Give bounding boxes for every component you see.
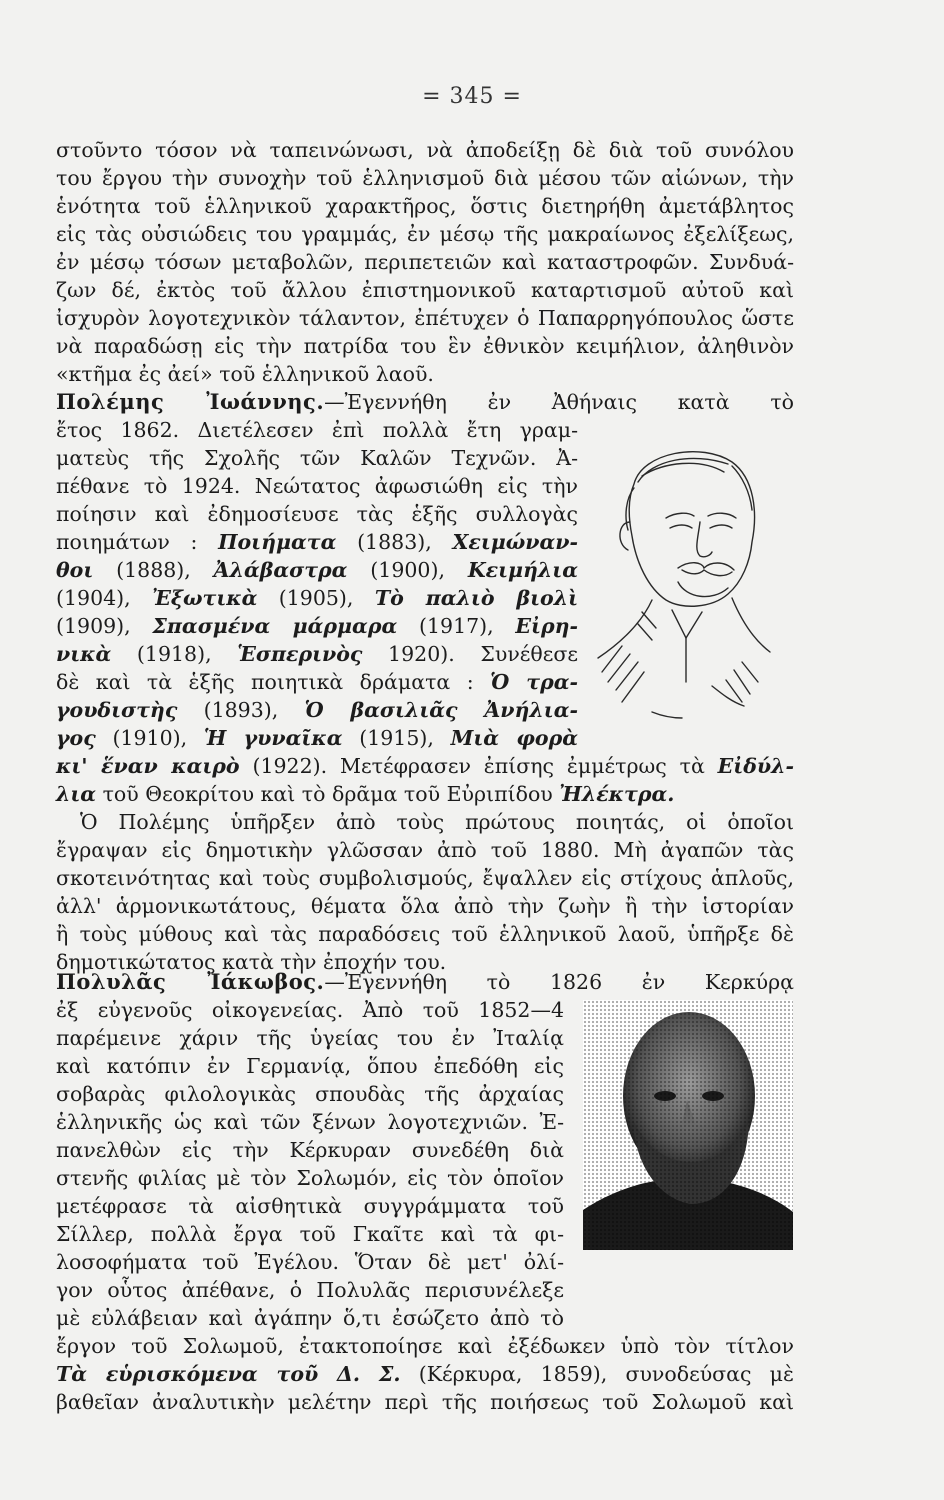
entry-text: —Ἐγεννήθη ἐν Ἀθήναις κατὰ τὸ <box>324 390 795 414</box>
text-line: του ἔργου τὴν συνοχὴν τοῦ ἑλληνισμοῦ διὰ μέσου τῶν αἰώνων, τὴν <box>56 166 794 190</box>
entry-line: ἑλληνικῆς ὡς καὶ τῶν ξένων λογοτεχνιῶν. Ἐ- <box>56 1110 564 1134</box>
entry-line: στενῆς φιλίας μὲ τὸν Σολωμόν, εἰς τὸν ὁποῖον <box>56 1166 564 1190</box>
entry-text: (Κέρκυρα, 1859), συνοδεύσας μὲ <box>400 1362 794 1386</box>
entry-line <box>56 669 578 695</box>
work-title: γουδιστὴς <box>56 698 178 722</box>
entry-line <box>56 641 578 667</box>
entry-line <box>56 1361 794 1387</box>
entry-text: δὲ καὶ τὰ ἑξῆς ποιητικὰ δράματα : <box>56 670 491 694</box>
text-line: στοῦντο τόσον νὰ ταπεινώνωσι, νὰ ἀποδείξῃ δὲ διὰ τοῦ συνόλου <box>56 138 794 162</box>
entry-line: λοσοφήματα τοῦ Ἐγέλου. Ὅταν δὲ μετ' ὀλί- <box>56 1250 564 1274</box>
entry-line: μετέφρασε τὰ αἰσθητικὰ συγγράμματα τοῦ <box>56 1194 564 1218</box>
paragraph-line: ἀλλ' ἁρμονικωτάτους, θέματα ὅλα ἀπὸ τὴν ζωὴν ἢ τὴν ἱστορίαν <box>56 894 794 918</box>
entry-text: —Ἐγεννήθη τὸ 1826 ἐν Κερκύρᾳ <box>324 970 794 994</box>
entry-text: ποιημάτων : <box>56 530 219 554</box>
work-title: Ἑσπερινὸς <box>237 642 363 666</box>
text-line: ἑνότητα τοῦ ἑλληνικοῦ χαρακτῆρος, ὅστις διετηρήθη ἀμετάβλητος <box>56 194 794 218</box>
entry-text: (1888), <box>93 558 214 582</box>
entry-line: ματεὺς τῆς Σχολῆς τῶν Καλῶν Τεχνῶν. Ἀ- <box>56 446 578 470</box>
work-title: Τὰ εὑρισκόμενα τοῦ Δ. Σ. <box>56 1362 401 1386</box>
work-title: Ἐξωτικὰ <box>152 586 258 610</box>
page-number: = 345 = <box>422 84 522 109</box>
entry-line: βαθεῖαν ἀναλυτικὴν μελέτην περὶ τῆς ποιήσεως τοῦ Σολωμοῦ καὶ <box>56 1390 794 1414</box>
paragraph-line: ἢ τοὺς μύθους καὶ τὰς παραδόσεις τοῦ ἑλληνικοῦ λαοῦ, ὑπῆρξε δὲ <box>56 922 794 946</box>
entry-line: πανελθὼν εἰς τὴν Κέρκυραν συνεδέθη διὰ <box>56 1138 564 1162</box>
text-line: ἰσχυρὸν λογοτεχνικὸν τάλαντον, ἐπέτυχεν ὁ Παπαρρηγόπουλος ὥστε <box>56 306 794 330</box>
text-line: νὰ παραδώσῃ εἰς τὴν πατρίδα του ἓν ἐθνικὸν κειμήλιον, ἀληθινὸν <box>56 334 794 358</box>
entry-line: ἔτος 1862. Διετέλεσεν ἐπὶ πολλὰ ἔτη γραμ- <box>56 418 578 442</box>
entry-line: σοβαρὰς φιλολογικὰς σπουδὰς τῆς ἀρχαίας <box>56 1082 564 1106</box>
entry-text: (1893), <box>177 698 305 722</box>
entry-line: παρέμεινε χάριν τῆς ὑγείας του ἐν Ἰταλίᾳ <box>56 1026 564 1050</box>
entry-line: μὲ εὐλάβειαν καὶ ἀγάπην ὅ,τι ἐσώζετο ἀπὸ τὸ <box>56 1306 564 1330</box>
entry-line: ἐξ εὐγενοῦς οἰκογενείας. Ἀπὸ τοῦ 1852—4 <box>56 998 564 1022</box>
paragraph-line: Ὁ Πολέμης ὑπῆρξεν ἀπὸ τοὺς πρώτους ποιητάς, οἱ ὁποῖοι <box>80 810 794 834</box>
entry-line <box>56 585 578 611</box>
entry-line <box>56 753 794 779</box>
work-title: λια <box>56 782 97 806</box>
entry-line: καὶ κατόπιν ἐν Γερμανίᾳ, ὅπου ἐπεδόθη εἰς <box>56 1054 564 1078</box>
entry-text: τοῦ Θεοκρίτου καὶ τὸ δρᾶμα τοῦ Εὐριπίδου <box>96 782 560 806</box>
work-title: γος <box>56 726 96 750</box>
entry-line <box>56 389 794 415</box>
portrait-photo-svg <box>583 1000 793 1250</box>
entry-heading: Πολυλᾶς Ἰάκωβος. <box>56 969 325 994</box>
work-title: Εἰδύλ- <box>717 754 794 778</box>
paragraph-line: ἔγραψαν εἰς δημοτικὴν γλῶσσαν ἀπὸ τοῦ 1880. Μὴ ἀγαπῶν τὰς <box>56 838 794 862</box>
entry-line <box>56 557 578 583</box>
portrait-drawing <box>582 432 774 732</box>
entry-line <box>56 969 794 995</box>
entry-line <box>56 781 794 807</box>
entry-line: ἔργον τοῦ Σολωμοῦ, ἐτακτοποίησε καὶ ἐξέδωκεν ὑπὸ τὸν τίτλον <box>56 1334 794 1358</box>
entry-text: (1917), <box>397 614 516 638</box>
entry-text: (1883), <box>336 530 453 554</box>
entry-line <box>56 529 578 555</box>
entry-text: (1909), <box>56 614 153 638</box>
entry-line: ποίησιν καὶ ἐδημοσίευσε τὰς ἑξῆς συλλογὰς <box>56 502 578 526</box>
work-title: Ἡ γυναῖκα <box>203 726 343 750</box>
work-title: Εἰρη- <box>515 614 578 638</box>
text-line: ζων δέ, ἐκτὸς τοῦ ἄλλου ἐπιστημονικοῦ καταρτισμοῦ αὐτοῦ καὶ <box>56 278 794 302</box>
work-title: νικὰ <box>56 642 112 666</box>
entry-text: (1922). Μετέφρασεν ἐπίσης ἐμμέτρως τὰ <box>239 754 718 778</box>
entry-line <box>56 613 578 639</box>
entry-text: (1904), <box>56 586 153 610</box>
portrait-photo <box>583 1000 793 1250</box>
work-title: Ὁ βασιλιᾶς Ἀνήλια- <box>304 698 578 722</box>
work-title: Ἀλάβαστρα <box>213 558 348 582</box>
entry-text: (1900), <box>347 558 468 582</box>
work-title: Τὸ παλιὸ βιολὶ <box>374 586 578 610</box>
work-title: κι' ἕναν καιρὸ <box>56 754 240 778</box>
work-title: Κειμήλια <box>467 558 579 582</box>
work-title: θοι <box>56 558 94 582</box>
text-line: ἐν μέσῳ τόσων μεταβολῶν, περιπετειῶν καὶ καταστροφῶν. Συνδυά- <box>56 250 794 274</box>
text-line: «κτῆμα ἐς ἀεί» τοῦ ἑλληνικοῦ λαοῦ. <box>56 362 434 386</box>
work-title: Σπασμένα μάρμαρα <box>152 614 398 638</box>
work-title: Ποιήματα <box>218 530 337 554</box>
work-title: Μιὰ φορὰ <box>450 726 578 750</box>
entry-line <box>56 697 578 723</box>
entry-text: 1920). Συνέθεσε <box>362 642 578 666</box>
portrait-drawing-svg <box>582 432 774 732</box>
entry-text: (1910), <box>95 726 204 750</box>
entry-line: Σίλλερ, πολλὰ ἔργα τοῦ Γκαῖτε καὶ τὰ φι- <box>56 1222 564 1246</box>
work-title: Ὁ τρα- <box>490 670 578 694</box>
entry-line: πέθανε τὸ 1924. Νεώτατος ἀφωσιώθη εἰς τὴν <box>56 474 578 498</box>
entry-text: (1918), <box>111 642 238 666</box>
work-title: Χειμώναν- <box>452 530 578 554</box>
entry-heading: Πολέμης Ἰωάννης. <box>56 389 325 414</box>
paragraph-line: σκοτεινότητας καὶ τοὺς συμβολισμούς, ἔψαλλεν εἰς στίχους ἁπλοῦς, <box>56 866 794 890</box>
paragraph-line: δημοτικώτατος κατὰ τὴν ἐποχήν του. <box>56 950 447 974</box>
text-line: εἰς τὰς οὐσιώδεις του γραμμάς, ἐν μέσῳ τῆς μακραίωνος ἐξελίξεως, <box>56 222 794 246</box>
entry-line: γον οὗτος ἀπέθανε, ὁ Πολυλᾶς περισυνέλεξε <box>56 1278 564 1302</box>
entry-text: (1905), <box>257 586 375 610</box>
entry-text: (1915), <box>342 726 451 750</box>
work-title: Ἠλέκτρα. <box>559 782 675 806</box>
entry-line <box>56 725 578 751</box>
